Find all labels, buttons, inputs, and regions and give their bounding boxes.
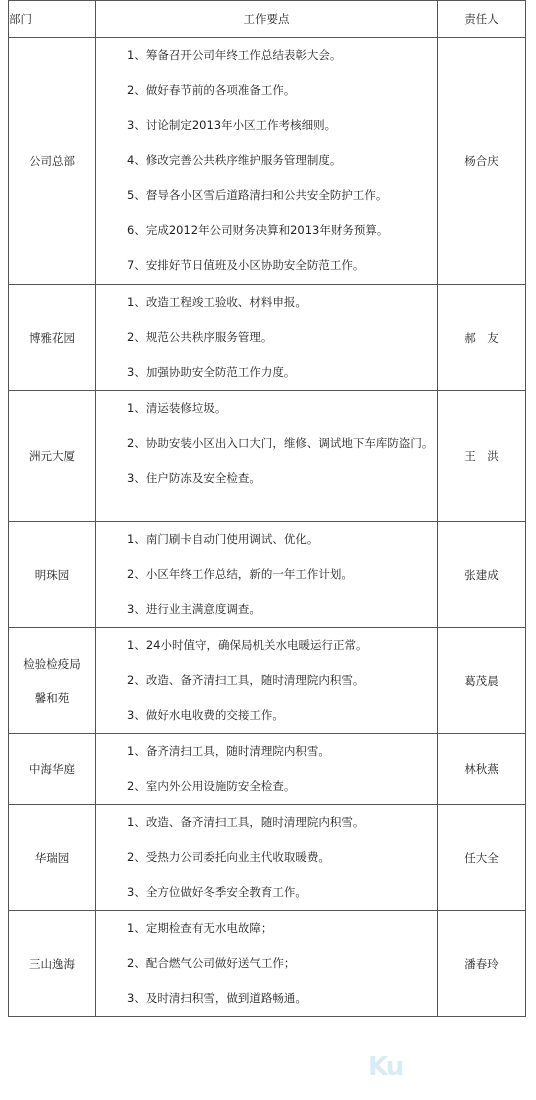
task-item: 3、全方位做好冬季安全教育工作。	[127, 885, 307, 899]
task-item: 2、协助安装小区出入口大门，维修、调试地下车库防盗门。	[127, 436, 434, 450]
task-item: 6、完成2012年公司财务决算和2013年财务预算。	[127, 223, 389, 237]
task-item: 3、及时清扫积雪，做到道路畅通。	[127, 991, 307, 1005]
tasks-cell	[96, 38, 438, 285]
owner-cell: 王 洪	[438, 391, 526, 522]
task-item: 3、加强协助安全防范工作力度。	[127, 365, 296, 379]
task-item: 3、进行业主满意度调查。	[127, 602, 261, 616]
task-item: 2、改造、备齐清扫工具，随时清理院内积雪。	[127, 673, 365, 687]
owner-cell: 郝 友	[438, 285, 526, 391]
task-item: 1、筹备召开公司年终工作总结表彰大会。	[127, 48, 342, 62]
task-item: 2、做好春节前的各项准备工作。	[127, 83, 296, 97]
task-item: 2、规范公共秩序服务管理。	[127, 330, 273, 344]
dept-header: 部门	[9, 1, 96, 38]
department-cell	[9, 911, 96, 1017]
table-row	[9, 805, 526, 911]
owner-cell: 任大全	[438, 805, 526, 911]
task-item: 1、24小时值守，确保局机关水电暖运行正常。	[127, 638, 368, 652]
task-item: 1、备齐清扫工具，随时清理院内积雪。	[127, 744, 330, 758]
task-item: 4、修改完善公共秩序维护服务管理制度。	[127, 153, 342, 167]
owner-cell: 林秋燕	[438, 734, 526, 805]
department-name: 馨和苑	[34, 690, 70, 705]
task-item: 1、南门刷卡自动门使用调试、优化。	[127, 532, 319, 546]
department-cell	[9, 805, 96, 911]
task-item: 2、小区年终工作总结，新的一年工作计划。	[127, 567, 353, 581]
table-row	[9, 911, 526, 1017]
owner-header: 责任人	[438, 1, 526, 38]
table-row	[9, 522, 526, 628]
tasks-cell	[96, 628, 438, 734]
table-body	[9, 38, 526, 1017]
department-cell	[9, 38, 96, 285]
watermark-logo: Ku	[368, 1052, 403, 1082]
department-name: 明珠园	[34, 567, 70, 582]
table-row	[9, 285, 526, 391]
tasks-cell	[96, 734, 438, 805]
department-cell	[9, 734, 96, 805]
task-item: 3、住户防冻及安全检查。	[127, 471, 261, 485]
department-name: 检验检疫局	[23, 656, 81, 671]
work-plan-table	[8, 0, 526, 1017]
tasks-cell	[96, 522, 438, 628]
department-cell	[9, 391, 96, 522]
task-item: 7、安排好节日值班及小区协助安全防范工作。	[127, 258, 365, 272]
task-item: 3、讨论制定2013年小区工作考核细则。	[127, 118, 337, 132]
tasks-cell	[96, 285, 438, 391]
tasks-header: 工作要点	[96, 1, 438, 38]
department-cell	[9, 522, 96, 628]
table-row	[9, 628, 526, 734]
task-item: 1、定期检查有无水电故障；	[127, 921, 273, 935]
task-item: 1、清运装修垃圾。	[127, 401, 227, 415]
task-item: 1、改造、备齐清扫工具，随时清理院内积雪。	[127, 815, 365, 829]
task-item: 1、改造工程竣工验收、材料申报。	[127, 295, 307, 309]
department-cell	[9, 628, 96, 734]
owner-cell: 葛茂晨	[438, 628, 526, 734]
tasks-cell	[96, 391, 438, 522]
department-name: 洲元大厦	[29, 449, 75, 463]
department-name: 博雅花园	[29, 330, 75, 345]
table-row	[9, 38, 526, 285]
table-row	[9, 391, 526, 522]
tasks-cell	[96, 805, 438, 911]
tasks-cell	[96, 911, 438, 1017]
owner-cell: 杨合庆	[438, 38, 526, 285]
header-row	[9, 1, 526, 38]
department-name: 三山逸海	[29, 956, 75, 971]
task-item: 2、配合燃气公司做好送气工作；	[127, 956, 296, 970]
task-item: 2、受热力公司委托向业主代收取暖费。	[127, 850, 330, 864]
department-name: 公司总部	[29, 154, 75, 168]
owner-cell: 潘春玲	[438, 911, 526, 1017]
task-item: 2、室内外公用设施防安全检查。	[127, 779, 296, 793]
task-item: 3、做好水电收费的交接工作。	[127, 708, 284, 722]
department-name: 中海华庭	[29, 762, 75, 776]
task-item: 5、督导各小区雪后道路清扫和公共安全防护工作。	[127, 188, 388, 202]
department-name: 华瑞园	[34, 850, 70, 865]
table-row	[9, 734, 526, 805]
owner-cell: 张建成	[438, 522, 526, 628]
department-cell	[9, 285, 96, 391]
